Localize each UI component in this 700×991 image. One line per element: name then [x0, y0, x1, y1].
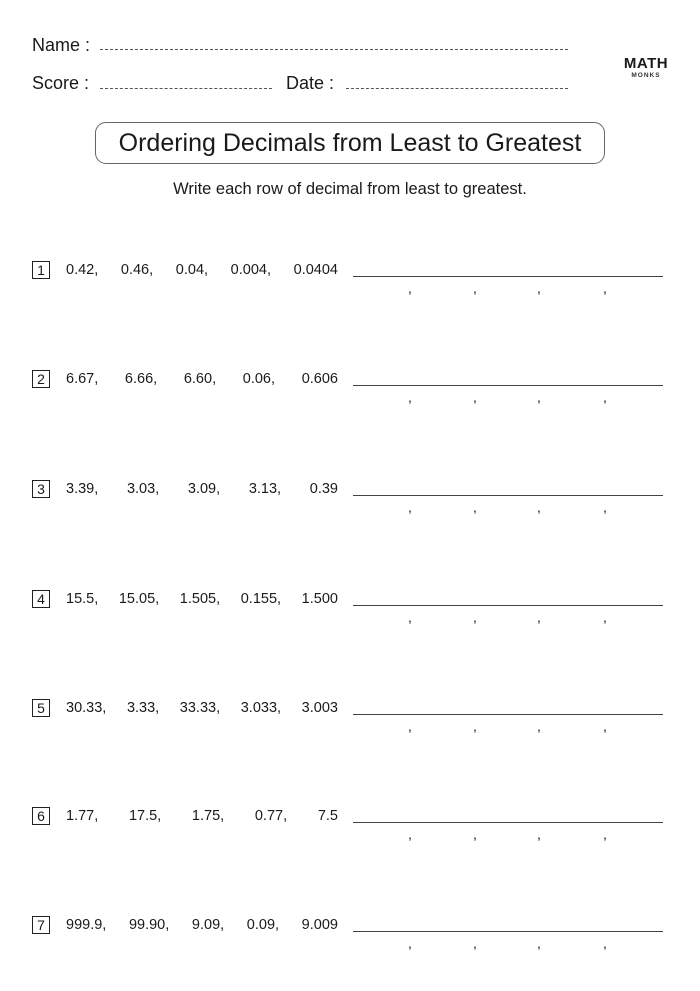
answer-comma: , — [603, 280, 607, 296]
problem-row — [0, 697, 700, 734]
decimal-value: 3.39, — [66, 481, 99, 497]
decimal-values — [66, 805, 338, 827]
problem-row — [0, 914, 700, 951]
decimal-value: 7.5 — [317, 808, 338, 824]
answer-comma: , — [473, 609, 477, 625]
answer-comma: , — [537, 935, 541, 951]
answer-line[interactable] — [353, 385, 663, 405]
decimal-value: 3.033, — [240, 700, 282, 716]
answer-comma: , — [473, 826, 477, 842]
answer-line[interactable] — [353, 822, 663, 842]
answer-comma: , — [408, 389, 412, 405]
answer-comma: , — [603, 826, 607, 842]
answer-comma: , — [537, 499, 541, 515]
decimal-value: 0.0404 — [293, 262, 338, 278]
answer-comma: , — [537, 718, 541, 734]
answer-comma: , — [473, 499, 477, 515]
decimal-value: 9.009 — [301, 917, 338, 933]
answer-line[interactable] — [353, 931, 663, 951]
answer-comma: , — [473, 389, 477, 405]
decimal-value: 0.04, — [175, 262, 209, 278]
score-label: Score : — [32, 73, 90, 93]
decimal-value: 30.33, — [66, 700, 107, 716]
decimal-value: 3.13, — [248, 481, 282, 497]
decimal-value: 0.09, — [246, 917, 280, 933]
answer-comma: , — [473, 718, 477, 734]
date-field[interactable] — [346, 88, 568, 89]
decimal-values — [66, 697, 338, 719]
problem-row — [0, 805, 700, 842]
decimal-values — [66, 914, 338, 936]
answer-comma: , — [603, 389, 607, 405]
answer-comma: , — [603, 609, 607, 625]
problem-number: 6 — [32, 807, 50, 825]
answer-line[interactable] — [353, 714, 663, 734]
decimal-value: 33.33, — [179, 700, 221, 716]
decimal-values — [66, 588, 338, 610]
answer-comma: , — [537, 609, 541, 625]
problem-number: 4 — [32, 590, 50, 608]
answer-line[interactable] — [353, 276, 663, 296]
problem-number: 5 — [32, 699, 50, 717]
decimal-value: 3.003 — [301, 700, 338, 716]
answer-comma: , — [603, 935, 607, 951]
decimal-value: 0.004, — [230, 262, 271, 278]
problem-number: 3 — [32, 480, 50, 498]
problem-row — [0, 478, 700, 515]
decimal-value: 3.33, — [126, 700, 160, 716]
answer-comma: , — [537, 826, 541, 842]
decimal-value: 0.39 — [309, 481, 338, 497]
decimal-value: 6.67, — [66, 371, 99, 387]
answer-line[interactable] — [353, 605, 663, 625]
answer-comma: , — [473, 935, 477, 951]
logo-monks-text: MONKS — [631, 72, 661, 79]
decimal-value: 15.05, — [118, 591, 160, 607]
answer-comma: , — [603, 499, 607, 515]
decimal-value: 1.500 — [301, 591, 338, 607]
answer-comma: , — [537, 389, 541, 405]
decimal-values — [66, 259, 338, 281]
answer-line[interactable] — [353, 495, 663, 515]
decimal-value: 15.5, — [66, 591, 99, 607]
decimal-value: 1.77, — [66, 808, 99, 824]
score-field[interactable] — [100, 88, 272, 89]
problem-number: 2 — [32, 370, 50, 388]
decimal-value: 9.09, — [191, 917, 225, 933]
math-monks-logo — [618, 56, 674, 80]
decimal-values — [66, 478, 338, 500]
decimal-value: 6.66, — [124, 371, 158, 387]
decimal-value: 3.03, — [126, 481, 160, 497]
answer-comma: , — [537, 280, 541, 296]
problem-number: 1 — [32, 261, 50, 279]
answer-comma: , — [473, 280, 477, 296]
decimal-value: 1.505, — [179, 591, 221, 607]
decimal-value: 0.155, — [240, 591, 282, 607]
problem-row — [0, 259, 700, 296]
date-label: Date : — [286, 73, 335, 93]
decimal-value: 0.42, — [66, 262, 99, 278]
decimal-value: 6.60, — [183, 371, 217, 387]
decimal-value: 999.9, — [66, 917, 107, 933]
answer-comma: , — [408, 718, 412, 734]
answer-comma: , — [408, 280, 412, 296]
logo-math-text: MATH — [623, 55, 669, 72]
decimal-value: 1.75, — [191, 808, 225, 824]
answer-comma: , — [408, 609, 412, 625]
problem-number: 7 — [32, 916, 50, 934]
decimal-value: 17.5, — [128, 808, 162, 824]
problem-row — [0, 368, 700, 405]
decimal-value: 0.46, — [120, 262, 154, 278]
answer-comma: , — [603, 718, 607, 734]
decimal-values — [66, 368, 338, 390]
worksheet-title: Ordering Decimals from Least to Greatest — [95, 122, 605, 164]
problem-row — [0, 588, 700, 625]
decimal-value: 0.06, — [242, 371, 276, 387]
decimal-value: 99.90, — [128, 917, 170, 933]
name-label: Name : — [32, 35, 91, 55]
name-field[interactable] — [100, 49, 568, 50]
decimal-value: 0.606 — [301, 371, 338, 387]
answer-comma: , — [408, 935, 412, 951]
decimal-value: 0.77, — [254, 808, 288, 824]
instruction-text: Write each row of decimal from least to greatest. — [173, 180, 527, 198]
decimal-value: 3.09, — [187, 481, 221, 497]
answer-comma: , — [408, 826, 412, 842]
answer-comma: , — [408, 499, 412, 515]
